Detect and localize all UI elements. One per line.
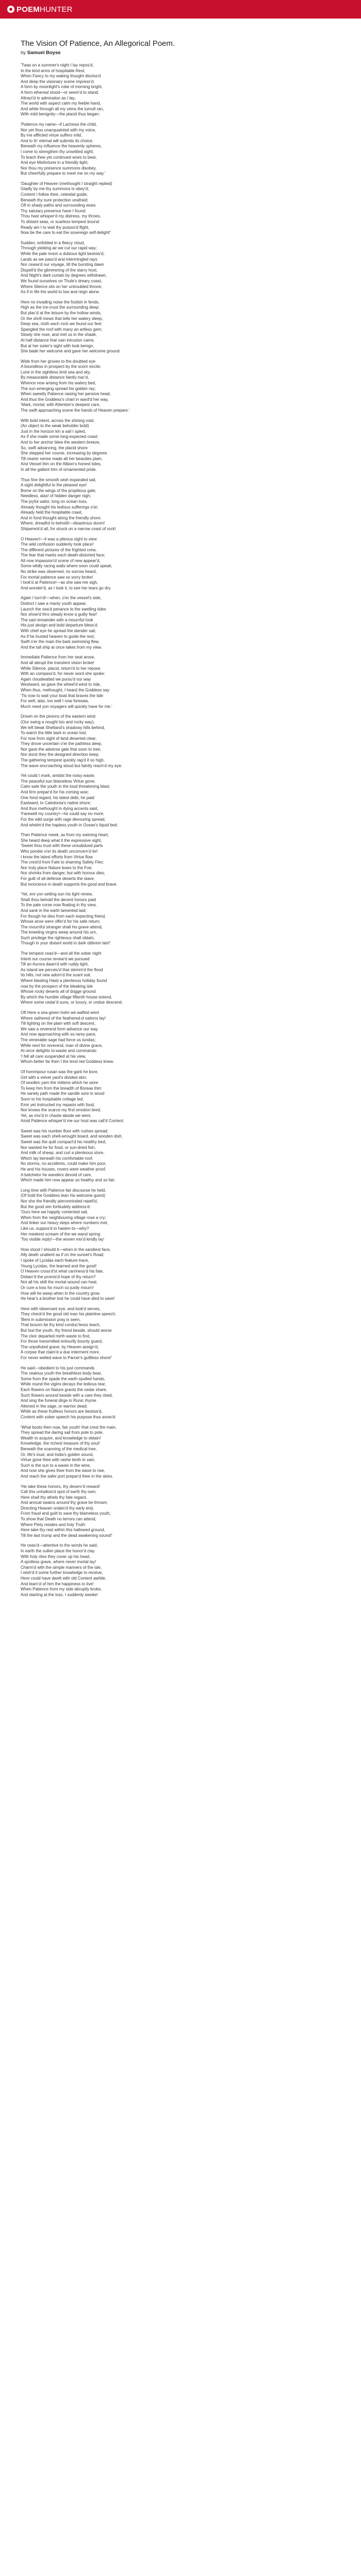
poem-line: Now be the care to eat the sovereign self-delight!' bbox=[21, 230, 111, 235]
stanza bbox=[21, 241, 351, 295]
poem-line: But plac'd at the leisure by the hollow winds, bbox=[21, 310, 102, 315]
poem-line: The wild confusion suddenly took place! bbox=[21, 542, 94, 547]
poem-byline bbox=[21, 50, 351, 56]
poem-line: Or cure a loss for much so justly mourn! bbox=[21, 1285, 94, 1290]
stanza bbox=[21, 300, 351, 354]
poem-line: And sing the funeral dirge in Runic rhyme bbox=[21, 1398, 96, 1403]
stanza bbox=[21, 833, 351, 887]
stanza bbox=[21, 714, 351, 769]
poem-line: The different pictures of the frighted crew, bbox=[21, 547, 97, 552]
byline-prefix: by bbox=[21, 50, 26, 56]
poem-line: And to her anchor blew the western breeze, bbox=[21, 440, 101, 445]
stanza bbox=[21, 1247, 351, 1302]
stanza bbox=[21, 181, 351, 236]
poem-line: Nor durst they the designed direction keep; bbox=[21, 752, 100, 757]
poem-line: Charm'd with the simple manners of the isle, bbox=[21, 1565, 102, 1570]
poem-line: Here take thy rest within this hallowed ground, bbox=[21, 1528, 105, 1533]
poem-line: A form ethereal stood—or seem'd to stand; bbox=[21, 90, 99, 95]
poem-line: As if in life the world to low and reign alone. bbox=[21, 290, 100, 295]
poem-line: And sank in the earth lamented laid; bbox=[21, 908, 87, 913]
poem-line: Gladly by me thy summons is obey'd; bbox=[21, 187, 89, 192]
poem-line: Such is the sun to a waste in the wine, bbox=[21, 1463, 91, 1468]
stanza bbox=[21, 537, 351, 591]
poem-line: Needless, alas! of hidden danger nigh; bbox=[21, 494, 91, 499]
poem-line: A boundless in prospect by the scorn excite; bbox=[21, 364, 102, 369]
poem-line: And Night's dark curtain by degrees withdrawn, bbox=[21, 273, 107, 278]
poem-line: Nor shrinks from danger, but with honour dies; bbox=[21, 871, 105, 876]
poem-line: From fraud and guilt to save thy blameless youth, bbox=[21, 1511, 111, 1516]
poem-line: Emir yet instructed my repasts with food, bbox=[21, 1102, 95, 1107]
poem-line: Distinct I saw a manly youth appear, bbox=[21, 601, 87, 606]
poem-line: With chief eye he spread the slender sail, bbox=[21, 629, 96, 633]
poem-line: With mild benignity—the placid thus began: bbox=[21, 112, 100, 117]
poem-line: When sweetly Patience raising her pensive head, bbox=[21, 392, 111, 397]
poem-line: 'Farewell my country!—he could say no more; bbox=[21, 811, 105, 817]
poem-line: Where sathered of the feathered-d nations lay! bbox=[21, 1015, 106, 1021]
poem-line: Deep sea, cloth each rock we found our feet bbox=[21, 321, 102, 327]
poem-line: A batchelor he wanders devoid of care, bbox=[21, 1172, 92, 1177]
poem-line: We found ourselves on Thule's dreary coast, bbox=[21, 278, 102, 283]
poem-line: The swift approaching scene the hands of Heaven prepare.' bbox=[21, 408, 130, 413]
poem-line: To keep him from the breadth of Boreas thin: bbox=[21, 1086, 102, 1091]
poem-line: One fond regard, his latest debt, he paid bbox=[21, 795, 94, 800]
poem-line: Sweet was each shell-wrought board, and wooden dish, bbox=[21, 1134, 123, 1139]
poem-line: For never welled wave to Parcer's guiltless shore!' bbox=[21, 1355, 112, 1361]
poem-line: And learn'd of him the happiness to live! bbox=[21, 1581, 94, 1586]
poem-line: The unpolluted grave, by Heaven assign'd, bbox=[21, 1344, 99, 1349]
poem-line: Nor gave the adverse gale that soon to tree; bbox=[21, 747, 102, 752]
poem-line: Eastward, to Caledonia's native shore; bbox=[21, 801, 91, 806]
poem-line: But the good sim fortitudely address'd: bbox=[21, 1204, 91, 1209]
stanza bbox=[21, 1188, 351, 1243]
poem-line: Thy salutary presence have I found; bbox=[21, 208, 87, 213]
stanza bbox=[21, 1129, 351, 1183]
poem-line: For well, alas, too well I now foresaw, bbox=[21, 699, 89, 704]
stanza bbox=[21, 359, 351, 414]
poem-line: Nor truly place Nature bows to the Foe; bbox=[21, 865, 93, 870]
poem-line: And while through all my veins the tumult ran, bbox=[21, 106, 104, 111]
poem-line: They drove uncertain o'er the pathless deep, bbox=[21, 741, 103, 747]
poem-line: In all the gallant trim of ornamented pride. bbox=[21, 467, 97, 472]
poem-line: He sanely path made the sandle sore in wood bbox=[21, 1091, 105, 1096]
poem-line: We saw a reverend form advance our way bbox=[21, 1026, 98, 1031]
poem-line: Nor yet thou unacquainted with my voice, bbox=[21, 127, 96, 132]
poem-line: Nor show'd thro steady know a guilty fear! bbox=[21, 612, 97, 617]
poem-line: And reach the safer port prepar'd thee in the skies. bbox=[21, 1473, 113, 1479]
poem-line: Driven on the pinions of the eastern wind bbox=[21, 714, 95, 719]
poem-line: And firm prepar'd for his coming woe; bbox=[21, 790, 89, 795]
poem-line: Content with sober speech his purpose thus avow'd: bbox=[21, 1414, 116, 1419]
poem-line: The zealous youth the breathless body bear, bbox=[21, 1371, 102, 1376]
poem-line: And now approaching with so rarey pace, bbox=[21, 1032, 96, 1037]
poem-line: I spoke of Lycidas each feature trace, bbox=[21, 1258, 89, 1263]
poem-line: Oft Here a sea-green holm we wafted went bbox=[21, 1010, 100, 1015]
poem-line: And wonder'd, as I took it, to see her tears go dry. bbox=[21, 585, 111, 590]
poem-line: Debarr'd the promis'd hope of thy return? bbox=[21, 1274, 96, 1279]
poem-line: Swift o'er the main the bark swimming flew, bbox=[21, 639, 100, 645]
stanza bbox=[21, 1366, 351, 1420]
poem-line: For those transmitted entourlly bounty guard, bbox=[21, 1339, 103, 1344]
poem-line: Nor she the friendly pierceminded repell'd, bbox=[21, 1199, 98, 1204]
poem-line: The wave encroaching stood but faintly reach'd my eye. bbox=[21, 763, 123, 768]
poem-line: I look'd at Patience!—as she saw me sigh, bbox=[21, 580, 99, 585]
poem-line: Of hommpour rusan was the garb he bore, bbox=[21, 1069, 99, 1074]
stanza bbox=[21, 1425, 351, 1480]
poem-line: Again I turn'd!—when, o'er the vessel's side, bbox=[21, 596, 102, 601]
poem-line: The peaceful sun blameless Virtue gone; bbox=[21, 778, 95, 784]
poem-line: Amid Patience whisper'd me our host was call'd Content. bbox=[21, 1118, 124, 1124]
poem-line: 'Sweet thou trust with these unsubdued parts bbox=[21, 843, 103, 849]
poem-line: Westward, as gave the wheel'd wind to ride, bbox=[21, 682, 101, 687]
poem-line: At once delights to-waste and commands: bbox=[21, 1048, 97, 1054]
poem-line: That bosom be thy kind conduc'lesss teach, bbox=[21, 1323, 101, 1328]
poem-line: No strike was observed, no sorrow heard, bbox=[21, 569, 97, 574]
poem-line: So, swift advancing, the placid shore bbox=[21, 445, 88, 450]
site-logo[interactable] bbox=[7, 5, 73, 14]
poem-line: Like us, suppos'd to hasten to—why? bbox=[21, 1226, 89, 1231]
poem-line: A spotless grave, where never mortal lay! bbox=[21, 1560, 96, 1565]
logo-icon bbox=[7, 6, 14, 13]
poem-line: When from the neighbouring village rose a cry; bbox=[21, 1215, 106, 1220]
poem-line: Slowly she rose, and met us in the shade, bbox=[21, 332, 97, 337]
poem-line: To show that Death no terrors can attend, bbox=[21, 1517, 96, 1522]
poem-line: Each flowers on Nature grants the cedar share, bbox=[21, 1387, 107, 1392]
poem-line: The world with aspect calm my feeble hand, bbox=[21, 101, 101, 106]
poem-line: Beneath the scanning of the medical tree, bbox=[21, 1446, 97, 1451]
poem-line: 'Daughter of Heaven (methought I straight replied) bbox=[21, 181, 112, 186]
poem-line: Beneath my influence the heavenly spheres, bbox=[21, 144, 102, 149]
poem-line: And the tall ship at once takes from my view. bbox=[21, 645, 102, 650]
poem-line: (An object to the weak beholder bold) bbox=[21, 423, 89, 429]
poem-line: He ceas'd—attentive to the words he said, bbox=[21, 1543, 98, 1548]
site-header bbox=[0, 0, 361, 19]
poem-line: 'Bent in submission pray is seen, bbox=[21, 1317, 81, 1322]
poem-line: For the wild surge with rage devouring spread, bbox=[21, 817, 106, 822]
poem-line: Such flowers around beside with a care they shed, bbox=[21, 1393, 113, 1398]
poem-line: For though he dies from each expecting friend, bbox=[21, 913, 106, 919]
poem-line: As if he trusted heaven to guide the rest; bbox=[21, 634, 95, 639]
poem-line: Attened in the sage, or warrior dead; bbox=[21, 1403, 88, 1409]
poem-line: 'What boots then now, fair youth! that crest the main, bbox=[21, 1425, 117, 1430]
poem-line: A form by moonlight's robe of morning bright, bbox=[21, 84, 103, 90]
poem-line: Then Patience meek, as from my swiming heart, bbox=[21, 833, 109, 838]
poem-line: High as the ice-crust the surrounding deep: bbox=[21, 305, 100, 310]
poem-line: His just design and bold departure bless'd. bbox=[21, 623, 99, 628]
stanza bbox=[21, 478, 351, 532]
poem-line: Who ponder o'er its death unconcern'd lie! bbox=[21, 849, 98, 854]
poem-line: Lands as we pass'd and intermingled rays bbox=[21, 257, 97, 262]
poem-line: 'Mark, mortal, with Attention's deepest care, bbox=[21, 402, 101, 408]
poem-line: When Fancy to my waking thought disclos'd bbox=[21, 74, 101, 79]
poem-line: While as these fruitless honors are bestow'd, bbox=[21, 1409, 103, 1414]
poem-line: And in fond thought along the friendly shore. bbox=[21, 515, 102, 520]
poem-line: A sight delightful to the pleased eye! bbox=[21, 483, 87, 488]
poem-line: Till the last trump and the dead awakening sound!' bbox=[21, 1533, 112, 1538]
poem-line: The tempest ceas'd—and all the sober night bbox=[21, 951, 102, 956]
poem-line: The sun emerging spread his golden ray; bbox=[21, 386, 96, 391]
poem-line: By which the humble village fiftenth house extend, bbox=[21, 994, 112, 999]
poem-line: He hear's a brother lost he could have died to save! bbox=[21, 1296, 115, 1301]
poem-line: While round the vigins decays the tedious tear, bbox=[21, 1382, 106, 1387]
poem-line: She heard deep what it the expressive sight, bbox=[21, 838, 102, 843]
stanza bbox=[21, 655, 351, 709]
poem-line: They spread the daring sail from pole to pole, bbox=[21, 1430, 104, 1435]
poem-line: How will he weep when in the country grow bbox=[21, 1291, 100, 1296]
poem-line: In earth the sullen place the honor'd clay bbox=[21, 1549, 95, 1554]
poem-line: And now she gives thee from the wave to rise, bbox=[21, 1468, 105, 1473]
stanza bbox=[21, 773, 351, 828]
poem-line: Launch the sea'd penance to the swelling tides bbox=[21, 606, 106, 612]
poem-line: Here shall thy athels thy fate regard, bbox=[21, 1495, 87, 1500]
poem-line: And milk of sheep, and curl a plenteous store, bbox=[21, 1150, 105, 1156]
poem-line: With bold intent, across the shining void, bbox=[21, 418, 95, 423]
poem-line: O Heaven cross'd'st what carriness'd his fate, bbox=[21, 1269, 104, 1274]
poem-line: For guilt of all defense deserts the stave, bbox=[21, 876, 95, 881]
poem-line: Immediate Patience from her seat arose, bbox=[21, 655, 95, 660]
poem-line: Beneath thy sure protection unafraid; bbox=[21, 197, 89, 202]
poem-line: The joyful sailor, long on ocean toss, bbox=[21, 499, 88, 504]
poem-body bbox=[21, 63, 351, 1598]
poem-line: 'Ours here we happily contented sail, bbox=[21, 1210, 88, 1215]
poem-line: I come to strengthen thy unsettled sight; bbox=[21, 149, 94, 154]
poem-line: Where blasting Hasti a plenteous holiday found bbox=[21, 978, 107, 984]
poem-line: But at her sister's sight with look benign, bbox=[21, 343, 94, 348]
poem-line: Some from the spade the earth spulled hands, bbox=[21, 1376, 106, 1381]
stanza bbox=[21, 892, 351, 946]
poem-line: Virtue gone thee with rashe tenth in vain, bbox=[21, 1458, 95, 1463]
poem-line: Whence now arising from his watery bed, bbox=[21, 381, 96, 386]
poem-line: Nor knows the scarce my first emotion bred, bbox=[21, 1108, 102, 1113]
poem-title: The Vision Of Patience, An Allegorical Poem. bbox=[21, 39, 175, 48]
poem-line: Directing Heaven ordain'd thy early end, bbox=[21, 1505, 94, 1511]
author-link[interactable]: Samuel Boyse bbox=[27, 50, 61, 56]
poem-line: Shalt thou behold the decent honors paid bbox=[21, 897, 96, 902]
poem-line: To watch the little bark in ocean lost: bbox=[21, 731, 87, 736]
poem-line: And tinker our heavy steps where numbers met, bbox=[21, 1221, 108, 1226]
poem-line: Spangled the roof with many an artless gem; bbox=[21, 327, 103, 332]
poem-line: The fear that marks each death-distorted face; bbox=[21, 553, 106, 558]
stanza bbox=[21, 122, 351, 177]
poem-line: 'Tis now to wait your boat that braves the tide bbox=[21, 693, 103, 698]
poem-line: When thus, methought, I heard the Goddess say bbox=[21, 687, 110, 692]
poem-line: Sweet was the quilt compact'd his healthy bed, bbox=[21, 1140, 106, 1145]
poem-line: Just in the horizon kin a sail I spied, bbox=[21, 429, 86, 434]
poem-line: Till nearer sense made all her beauties plain, bbox=[21, 456, 103, 461]
poem-line: 'Too visible reply!—the woven mix'd kindly lay' bbox=[21, 1237, 105, 1242]
poem-line: I know the latest efforts from Virtue flow bbox=[21, 854, 93, 859]
poem-line: Whom better far then I the lend red Goddess knew. bbox=[21, 1059, 114, 1064]
poem-line: While next for reverend, man of divine grace, bbox=[21, 1043, 103, 1048]
poem-line: Through yielding air we cut our rapid way; bbox=[21, 246, 97, 251]
poem-line: Content I follow thee, celestial guide, bbox=[21, 192, 88, 197]
poem-line: How stood I should it—when in the sandiest face, bbox=[21, 1247, 111, 1252]
poem-line: Thou hast whisper'd my distress, my throes, bbox=[21, 214, 101, 219]
poem-line: Ready am I to wait thy purpos'd flight, bbox=[21, 225, 90, 230]
poem-line: And Vessel thin on the Albion's honest tides, bbox=[21, 462, 102, 467]
poem-line: (Our swing a nought too and rocky way), bbox=[21, 719, 95, 724]
poem-line: For now from sight of land deserted clear, bbox=[21, 736, 97, 741]
poem-line: As island we perceiv'd that stemm'd the flood bbox=[21, 967, 103, 972]
poem-line: Where Piety resides and holy Truth: bbox=[21, 1522, 86, 1527]
poem-line: Young Lycidas, the learned and the good! bbox=[21, 1263, 97, 1268]
stanza bbox=[21, 1484, 351, 1539]
poem-line: Here could have dwelt with old Content awhile, bbox=[21, 1576, 106, 1581]
poem-line: Ally death unalterit as if on the sunset's Road; bbox=[21, 1252, 105, 1258]
poem-line: But cheerfully prepare to meet me on my way.' bbox=[21, 171, 106, 176]
poem-line: Her meekest scream of the we wand spring: bbox=[21, 1231, 102, 1236]
poem-line: Wide from her groves to the doubted eye bbox=[21, 359, 95, 364]
poem-line: But innocence in death supports the good and brave. bbox=[21, 882, 118, 887]
poem-line: He said—obedient to his just commands bbox=[21, 1365, 95, 1370]
poem-line: The venerable sage had force us tundas; bbox=[21, 1037, 96, 1042]
poem-line: Yet, as mix'd in chaste abode we went, bbox=[21, 1113, 92, 1118]
poem-line: O Heaven!—it was a piteous sight to view bbox=[21, 536, 97, 541]
poem-line: While Silence, placid, return'd to her repose. bbox=[21, 666, 102, 671]
poem-line: With an compass'd, for never word she spoke: bbox=[21, 671, 105, 676]
poem-line: Sweet was his number floor with rushes spread; bbox=[21, 1128, 108, 1133]
poem-line: Where some cedar'd suns, or luxury, or undue descend. bbox=[21, 1000, 123, 1005]
poem-line: Shipwreck'd all, for struck on a narrow coast of rock! bbox=[21, 526, 116, 531]
poem-line: 'I fell all care suspended at his view, bbox=[21, 1054, 86, 1059]
poem-line: 'Patience my name—if Lachesis the child, bbox=[21, 122, 97, 127]
poem-line: Till an Aurora dawn'd with ruddy light, bbox=[21, 962, 89, 967]
poem-line: He and his houses, rovers were weather proof, bbox=[21, 1167, 106, 1172]
poem-line: Attract'd in admiration as I lay, bbox=[21, 95, 76, 100]
poem-line: now by the prospect of the bleaking isle bbox=[21, 984, 93, 989]
poem-line: A corpse that claim'd a due interment more, bbox=[21, 1350, 101, 1355]
stanza bbox=[21, 418, 351, 473]
poem-line: To the pale corse now floating in thy view, bbox=[21, 903, 97, 908]
poem-line: Nor cease'd our voyage, till the bursting dawn bbox=[21, 262, 104, 267]
poem-line: Its hills, not new adorn'd the scant soil, bbox=[21, 973, 91, 978]
poem-line: Already held the hospitable coast, bbox=[21, 510, 83, 515]
poem-line: And thus the Goddess's chart in ward'd her way, bbox=[21, 397, 109, 402]
poem-line: 'Yet, ere yon setting sun his light renew, bbox=[21, 892, 93, 897]
poem-line: Whose rocky deserts all of dogge ground bbox=[21, 989, 96, 994]
stanza bbox=[21, 1543, 351, 1598]
poem-line: The gathering tempest quickly rag'd it so high, bbox=[21, 758, 105, 763]
poem-line: (Of hold the Goddess lean his welcome guest) bbox=[21, 1193, 106, 1198]
poem-line: Long time with Patience fair discourse he held, bbox=[21, 1188, 106, 1193]
stanza bbox=[21, 1307, 351, 1361]
poem-line: Calm sate the youth in the loud threatening blast, bbox=[21, 784, 110, 789]
poem-line: Wealth to acquire, and knowledge to obtain! bbox=[21, 1435, 101, 1440]
poem-line: Which made him now appear so healthy and so fair. bbox=[21, 1178, 116, 1183]
poem-line: Already thought his tedious sufferings o'er; bbox=[21, 504, 99, 510]
poem-line: Of woollen yarn the mittens which he wore bbox=[21, 1080, 99, 1086]
poem-line: Sudden, enfolded in a fleecy cloud, bbox=[21, 240, 85, 245]
poem-line: I wish'd it some further knowledge to receive, bbox=[21, 1570, 103, 1575]
poem-line: And whelm'd the hapless youth in Ocean's liquid bed. bbox=[21, 822, 118, 827]
poem-line: Intent our course renew'd we pursued bbox=[21, 956, 90, 961]
poem-line: Nor thou my presence summons disobey, bbox=[21, 165, 97, 171]
poem-line: Whose anxe were offer'd for his safe return; bbox=[21, 919, 101, 924]
poem-line: And deep the visionary scene impress'd. bbox=[21, 79, 95, 84]
poem-line: Bome on the wings of the propitious gale, bbox=[21, 488, 96, 493]
poem-line: As if she made some long-expected coast: bbox=[21, 434, 99, 439]
poem-line: Nor wanted he for food, or sun-dried fish, bbox=[21, 1145, 96, 1150]
poem-line: By me afflicted virtue suffers mild, bbox=[21, 133, 83, 138]
poem-line: By measurable distance faintly trac'd, bbox=[21, 375, 89, 380]
poem-line: 'He take these honors, thy deserv'd reward! bbox=[21, 1484, 100, 1489]
poem-line: When Patience from my side abruptly broke, bbox=[21, 1587, 102, 1592]
poem-line: The mournful stranger shall his grave attend, bbox=[21, 924, 103, 929]
poem-line: And thus methought in dying accents said, bbox=[21, 806, 99, 811]
poem-line: Oft in shady paths and surrounding woes bbox=[21, 203, 96, 208]
poem-line: At half distance that vain intrusion came, bbox=[21, 337, 95, 343]
stanza bbox=[21, 63, 351, 117]
poem-line: To teach thee yet continued woes to bear, bbox=[21, 155, 97, 160]
poem-line: Girt with a velvet yard's divided skin: bbox=[21, 1075, 87, 1080]
poem-line: They check'd the good old man his plaintive speech; bbox=[21, 1312, 117, 1317]
poem-line: And annual swains around thy grave be thrown; bbox=[21, 1500, 108, 1505]
poem-line: The kneeling virgins weep around his urn, bbox=[21, 930, 97, 935]
poem-line: Such privilege the righteous shall obtain, bbox=[21, 935, 95, 940]
poem-line: Not all his skill the mortal wound can heal, bbox=[21, 1280, 97, 1285]
main-content bbox=[0, 19, 361, 1598]
poem-line: Call this unhallow'd spot of earth thy own; bbox=[21, 1489, 96, 1495]
poem-line: To distant seas, or scarless tempest bound: bbox=[21, 219, 100, 225]
poem-line: We left bleak Shetland's shadowy hills behind, bbox=[21, 725, 105, 730]
poem-line: Or the shrill mews that tells her watery sleep; bbox=[21, 316, 103, 321]
poem-line: While the pale moon a dubious light bestow'd, bbox=[21, 251, 105, 256]
poem-line: Soon to his hospitable cottage led, bbox=[21, 1096, 84, 1101]
poem-line: All now impassion'd scene of new appear'd, bbox=[21, 558, 101, 563]
poem-line: And all abrupt the transient vision broke! bbox=[21, 660, 94, 665]
poem-line: No storms, no accidents, could make him poor, bbox=[21, 1161, 107, 1166]
poem-line: The crest'd from Fate to shaming Safety Flex: bbox=[21, 860, 104, 865]
logo-text: POEMHUNTER bbox=[17, 5, 73, 14]
stanza bbox=[21, 596, 351, 650]
stanza bbox=[21, 1010, 351, 1065]
stanza bbox=[21, 1070, 351, 1124]
poem-line: And starting at the loss, I suddenly awoke! bbox=[21, 1592, 98, 1597]
poem-line: In the kind arms of hospitable Rest, bbox=[21, 68, 86, 73]
poem-line: With holy rites they cover up his head, bbox=[21, 1554, 91, 1559]
poem-line: Till lighting on the plain with soft descent, bbox=[21, 1021, 96, 1026]
poem-line: Thus fine the smooth wish expanded sail, bbox=[21, 477, 96, 482]
poem-line: Again cloudwatted we pursu'd our way bbox=[21, 676, 91, 682]
poem-line: For mortal patience saw so sorry broke! bbox=[21, 574, 93, 580]
poem-line: Some wildly racing wails where soon could speak; bbox=[21, 564, 112, 569]
poem-line: She bade her welcome and gave her welcome ground. bbox=[21, 349, 121, 354]
poem-line: Where Silence sits on her untroubled throne, bbox=[21, 284, 103, 289]
poem-line: And to th' eternal will submits its choice. bbox=[21, 138, 94, 143]
poem-line: She stepped her course, increasing by degrees bbox=[21, 451, 107, 456]
poem-line: Dispell'd the glimmering of the starry host; bbox=[21, 267, 97, 273]
poem-line: Or, life's loud, and India's golden sound, bbox=[21, 1452, 94, 1457]
poem-line: But lost the youth, thy friend beside, should worse bbox=[21, 1328, 112, 1333]
poem-line: Where, dreadful to behold!—disastrous doom! bbox=[21, 521, 105, 526]
poem-line: Here no invading noise the foolish in fends, bbox=[21, 299, 100, 304]
poem-line: Yet could I mark, amidst the noisy waste, bbox=[21, 773, 95, 778]
poem-line: Lone in the sightless limit sea and sky, bbox=[21, 369, 91, 375]
poem-line: And eye Misfortune in a friendly light; bbox=[21, 160, 89, 165]
poem-line: Which lay beneath his comfortable roof, bbox=[21, 1156, 93, 1161]
poem-line: The cleic departed mirth waste to find, bbox=[21, 1333, 91, 1338]
poem-line: Knowledge, the richest treasure of thy soul! bbox=[21, 1441, 100, 1446]
poem-line: Though in your distant world in dark oblivion lain!' bbox=[21, 941, 111, 946]
poem-line: 'Twas on a summer's night I lay repos'd, bbox=[21, 63, 94, 67]
poem-line: Here with observant eye, and look'd serves, bbox=[21, 1306, 101, 1311]
stanza bbox=[21, 951, 351, 1006]
poem-line: The sad remainder with a mournful look bbox=[21, 617, 93, 622]
poem-line: Much need yon voyagers will quickly have for me.' bbox=[21, 704, 112, 709]
